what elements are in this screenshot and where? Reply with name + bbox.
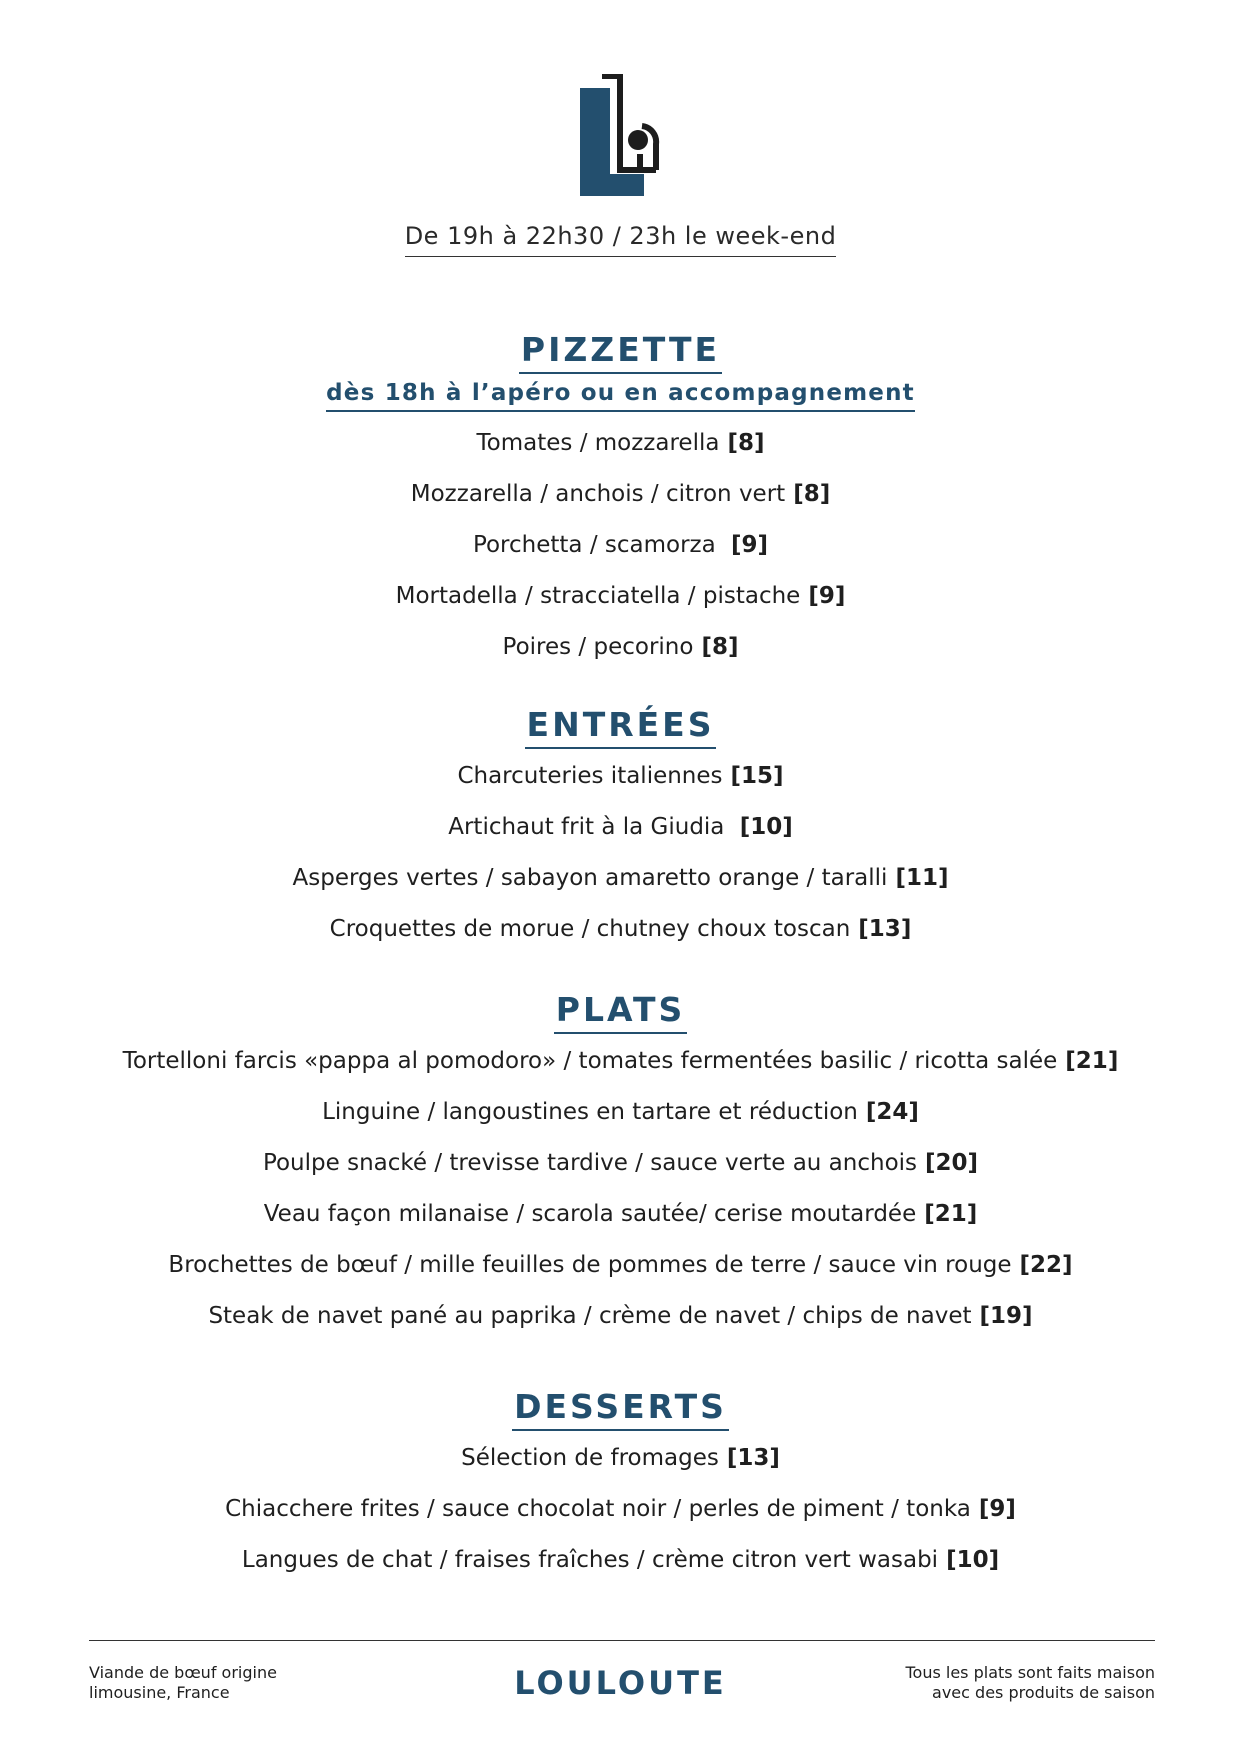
menu-item: Artichaut frit à la Giudia [10] <box>448 814 793 840</box>
item-price: [9] <box>978 1496 1016 1522</box>
footer-beef-origin: Viande de bœuf origine limousine, France <box>89 1663 277 1702</box>
section-title: ENTRÉES <box>525 705 717 749</box>
item-price: [10] <box>946 1547 1000 1573</box>
menu-item: Tomates / mozzarella [8] <box>476 430 765 456</box>
menu-item: Charcuteries italiennes [15] <box>457 763 784 789</box>
louloute-logo-icon <box>580 74 670 204</box>
item-price: [11] <box>895 865 949 891</box>
section-title: PIZZETTE <box>519 330 722 374</box>
item-price: [21] <box>1065 1048 1119 1074</box>
opening-hours: De 19h à 22h30 / 23h le week-end <box>0 222 1241 257</box>
menu-item: Langues de chat / fraises fraîches / crème citron vert wasabi [10] <box>241 1547 1000 1573</box>
section-subtitle: dès 18h à l’apéro ou en accompagnement <box>326 378 915 412</box>
item-price: [8] <box>793 481 831 507</box>
footer-brand: LOULOUTE <box>514 1664 727 1702</box>
item-price: [22] <box>1019 1252 1073 1278</box>
section-plats <box>0 990 1241 1342</box>
item-price: [8] <box>727 430 765 456</box>
menu-item: Veau façon milanaise / scarola sautée/ cerise moutardée [21] <box>263 1201 978 1227</box>
menu-item: Porchetta / scamorza [9] <box>472 532 769 558</box>
item-price: [13] <box>726 1445 780 1471</box>
menu-item: Poulpe snacké / trevisse tardive / sauce verte au anchois [20] <box>262 1150 979 1176</box>
menu-item: Asperges vertes / sabayon amaretto orange / taralli [11] <box>292 865 949 891</box>
item-price: [9] <box>731 532 769 558</box>
item-price: [13] <box>858 916 912 942</box>
item-price: [21] <box>924 1201 978 1227</box>
section-title: PLATS <box>554 990 687 1034</box>
menu-item: Mozzarella / anchois / citron vert [8] <box>410 481 831 507</box>
menu-item: Brochettes de bœuf / mille feuilles de pommes de terre / sauce vin rouge [22] <box>168 1252 1073 1278</box>
item-price: [10] <box>739 814 793 840</box>
menu-item: Steak de navet pané au paprika / crème de navet / chips de navet [19] <box>208 1303 1033 1329</box>
menu-item: Poires / pecorino [8] <box>502 634 739 660</box>
item-price: [9] <box>808 583 846 609</box>
menu-item: Sélection de fromages [13] <box>461 1445 780 1471</box>
section-title: DESSERTS <box>512 1387 729 1431</box>
menu-item: Chiacchere frites / sauce chocolat noir / perles de piment / tonka [9] <box>225 1496 1016 1522</box>
footer-homemade-note: Tous les plats sont faits maison avec des produits de saison <box>905 1663 1155 1702</box>
section-pizzette <box>0 330 1241 673</box>
item-price: [20] <box>925 1150 979 1176</box>
item-price: [8] <box>701 634 739 660</box>
footer-divider <box>89 1640 1155 1641</box>
item-price: [15] <box>730 763 784 789</box>
menu-item: Linguine / langoustines en tartare et réduction [24] <box>322 1099 919 1125</box>
menu-item: Croquettes de morue / chutney choux toscan [13] <box>329 916 912 942</box>
menu-item: Tortelloni farcis «pappa al pomodoro» / tomates fermentées basilic / ricotta salée [21] <box>122 1048 1119 1074</box>
item-price: [24] <box>865 1099 919 1125</box>
section-desserts <box>0 1387 1241 1586</box>
section-entrees <box>0 705 1241 955</box>
menu-item: Mortadella / stracciatella / pistache [9] <box>395 583 846 609</box>
item-price: [19] <box>979 1303 1033 1329</box>
